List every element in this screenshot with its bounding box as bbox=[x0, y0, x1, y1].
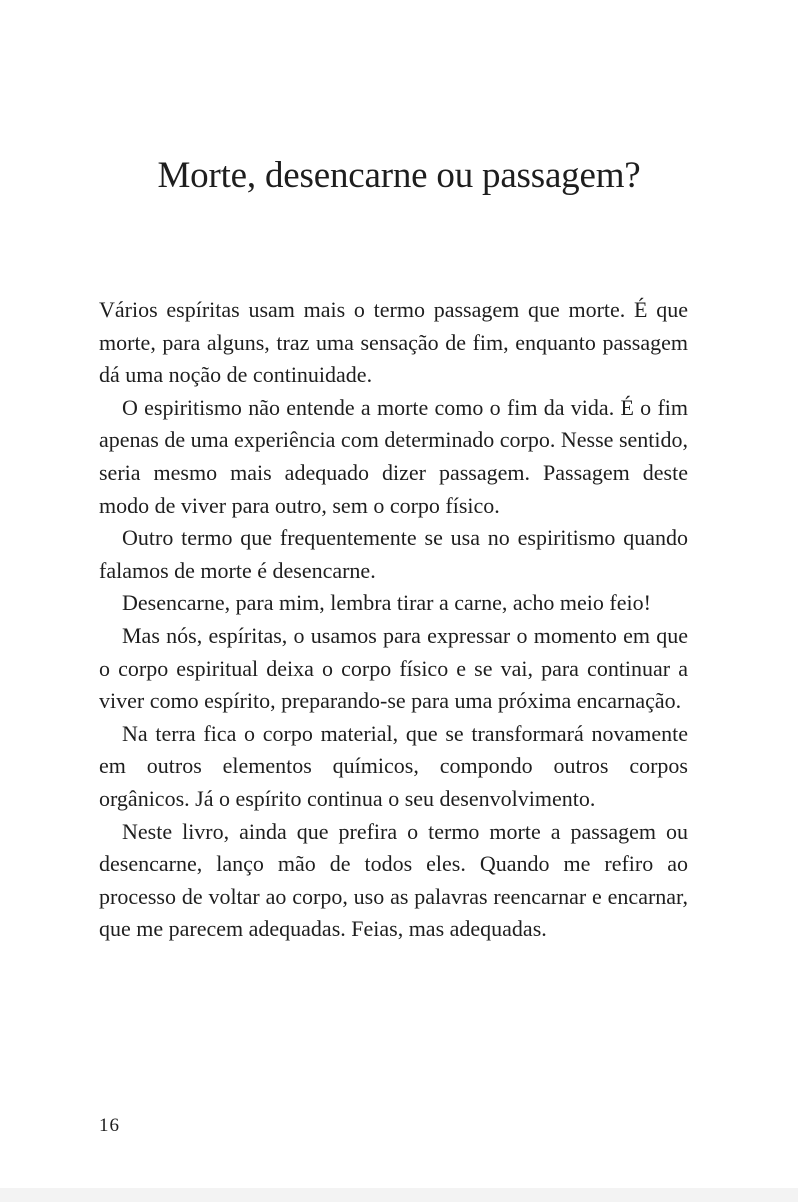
chapter-title: Morte, desencarne ou passagem? bbox=[157, 155, 641, 196]
page-number: 16 bbox=[99, 1115, 120, 1136]
page-bottom-edge bbox=[0, 1188, 798, 1202]
chapter-body bbox=[99, 294, 688, 946]
paragraph: Vários espíritas usam mais o termo passagem que morte. É que morte, para alguns, traz uma sensação de fim, enquanto passagem dá uma noção de continuidade. bbox=[99, 297, 688, 388]
paragraph: Neste livro, ainda que prefira o termo morte a passagem ou desencarne, lanço mão de todos eles. Quando me refiro ao processo de voltar ao corpo, uso as palavras reencarnar e encarnar, que me parecem adequadas. Feias, mas adequadas. bbox=[99, 818, 688, 942]
paragraph: Outro termo que frequentemente se usa no espiritismo quando falamos de morte é desencarne. bbox=[99, 525, 688, 583]
paragraph: Na terra fica o corpo material, que se transformará novamente em outros elementos químicos, compondo outros corpos orgânicos. Já o espírito continua o seu desenvolvimento. bbox=[99, 720, 688, 811]
paragraph: Desencarne, para mim, lembra tirar a carne, acho meio feio! bbox=[122, 590, 651, 616]
paragraph: O espiritismo não entende a morte como o fim da vida. É o fim apenas de uma experiência com determinado corpo. Nesse sentido, seria mesmo mais adequado dizer passagem. Passagem deste modo de viver para outro, sem o corpo físico. bbox=[99, 394, 688, 518]
paragraph: Mas nós, espíritas, o usamos para expressar o momento em que o corpo espiritual deixa o corpo físico e se vai, para continuar a viver como espírito, preparando-se para uma próxima encarnação. bbox=[99, 622, 688, 714]
